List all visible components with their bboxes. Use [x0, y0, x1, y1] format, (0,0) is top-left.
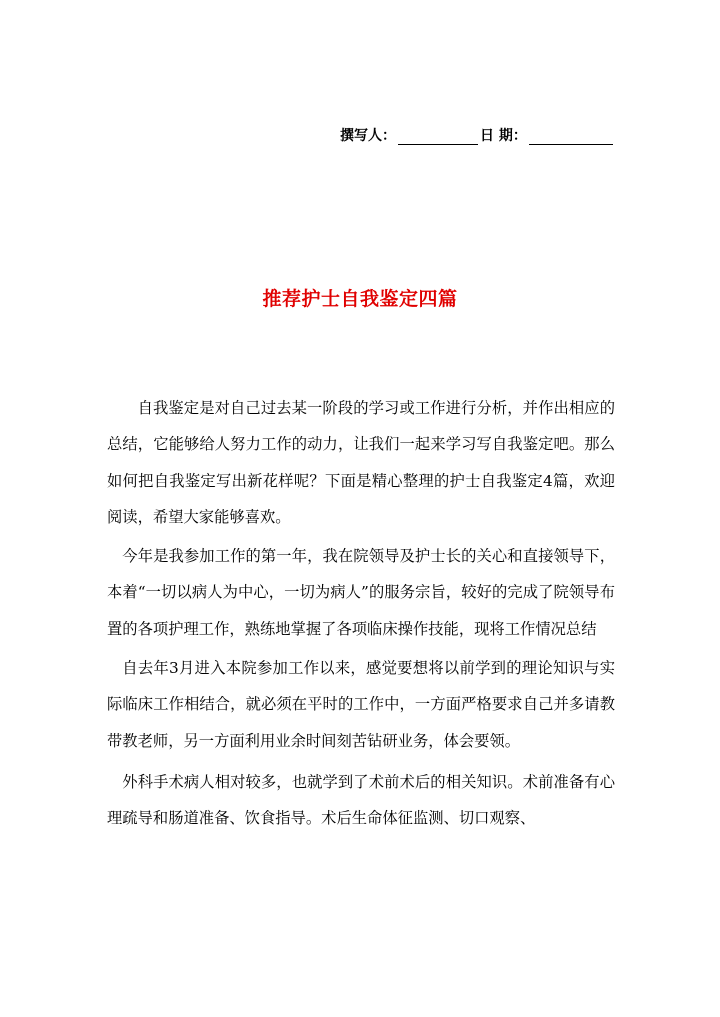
date-blank-field	[529, 130, 613, 145]
author-date-line	[340, 125, 630, 145]
paragraph-since-march: 自去年3月进入本院参加工作以来，感觉要想将以前学到的理论知识与实际临床工作相结合，就必须在平时的工作中，一方面严格要求自己并多请教带教老师，另一方面利用业余时间刻苦钻研业务，体会要领。	[107, 659, 615, 750]
author-label: 撰写人：	[340, 128, 396, 144]
document-body	[107, 390, 615, 837]
paragraph-first-year: 今年是我参加工作的第一年，我在院领导及护士长的关心和直接领导下，本着“一切以病人为中心，一切为病人”的服务宗旨，较好的完成了院领导布置的各项护理工作，熟练地掌握了各项临床操作技能，现将工作情况总结	[107, 547, 615, 638]
date-label: 日 期：	[480, 128, 527, 144]
paragraph-intro: 自我鉴定是对自己过去某一阶段的学习或工作进行分析，并作出相应的总结，它能够给人努力工作的动力，让我们一起来学习写自我鉴定吧。那么如何把自我鉴定写出新花样呢？下面是精心整理的护士自我鉴定4篇，欢迎阅读，希望大家能够喜欢。	[107, 399, 615, 526]
document-title: 推荐护士自我鉴定四篇	[262, 288, 458, 310]
paragraph-surgery: 外科手术病人相对较多，也就学到了术前术后的相关知识。术前准备有心理疏导和肠道准备、饮食指导。术后生命体征监测、切口观察、	[107, 772, 615, 828]
author-blank-field	[398, 130, 478, 145]
